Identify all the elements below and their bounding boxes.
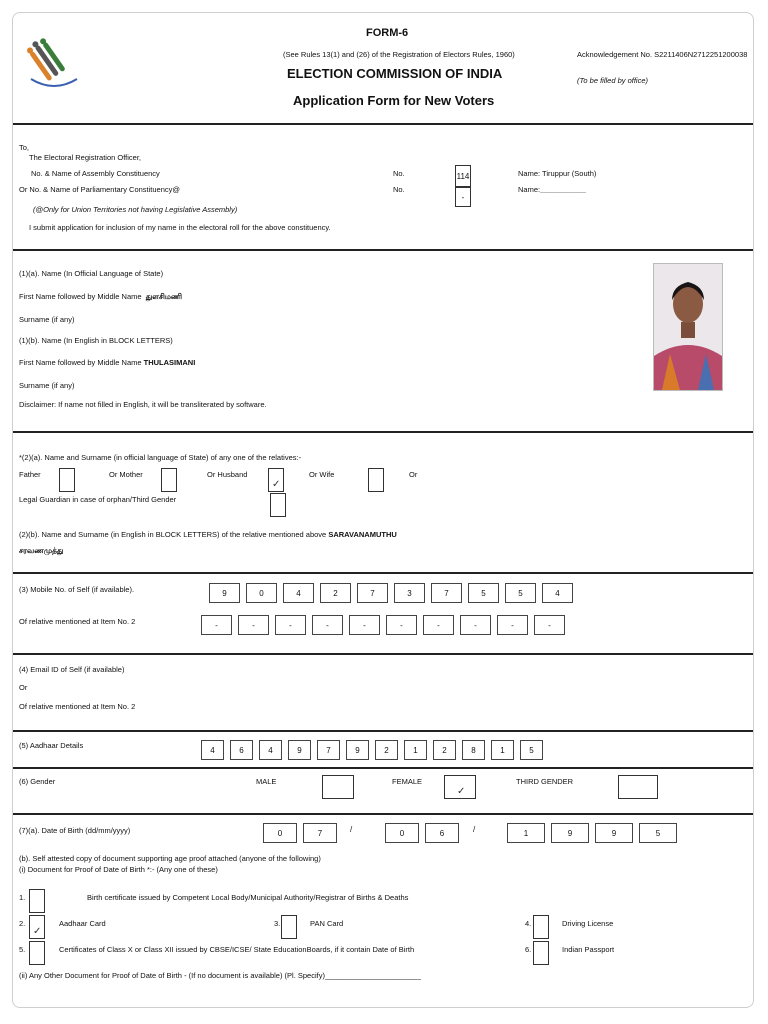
relative-title: *(2)(a). Name and Surname (in official language of State) of any one of the relatives:- — [19, 453, 302, 462]
pan-card-checkbox[interactable] — [281, 915, 297, 939]
mobile-self-digits[interactable] — [209, 583, 579, 603]
parliament-no-label: No. — [393, 185, 405, 194]
mother-label: Or Mother — [109, 470, 143, 479]
doc-number: 1. — [19, 893, 26, 902]
dob-year-digits[interactable] — [507, 823, 683, 843]
female-label: FEMALE — [392, 777, 423, 786]
wife-checkbox[interactable] — [368, 468, 384, 492]
mobile-digit: 4 — [542, 583, 573, 603]
class-certificate-checkbox[interactable] — [29, 941, 45, 965]
guardian-checkbox[interactable] — [270, 493, 286, 517]
passport-checkbox[interactable] — [533, 941, 549, 965]
mobile-relative-label: Of relative mentioned at Item No. 2 — [19, 617, 136, 626]
form-title: Application Form for New Voters — [293, 93, 495, 108]
aadhaar-digit: 9 — [346, 740, 369, 760]
driving-license-checkbox[interactable] — [533, 915, 549, 939]
assembly-label: No. & Name of Assembly Constituency — [31, 169, 160, 178]
aadhaar-digit: 6 — [230, 740, 253, 760]
male-label: MALE — [256, 777, 277, 786]
applicant-photo — [653, 263, 723, 391]
assembly-no-label: No. — [393, 169, 405, 178]
relative-english-label: (2)(b). Name and Surname (in English in BLOCK LETTERS) of the relative mentioned above SARAVANAMUTHU — [19, 530, 397, 539]
rules-reference: (See Rules 13(1) and (26) of the Registration of Electors Rules, 1960) — [283, 50, 515, 59]
driving-license-label: Driving License — [562, 919, 614, 928]
third-gender-checkbox[interactable] — [618, 775, 658, 799]
mobile-digit: - — [312, 615, 343, 635]
divider — [13, 813, 753, 815]
husband-label: Or Husband — [207, 470, 248, 479]
or-label: Or — [409, 470, 418, 479]
age-proof-label: (b). Self attested copy of document supporting age proof attached (anyone of the following) — [19, 854, 321, 863]
birth-certificate-checkbox[interactable] — [29, 889, 45, 913]
parliament-name-label: Name:___________ — [518, 185, 586, 194]
doc-number: 3. — [274, 919, 281, 928]
divider — [13, 431, 753, 433]
eci-logo-icon — [25, 31, 83, 95]
mobile-digit: 5 — [468, 583, 499, 603]
mobile-digit: 7 — [431, 583, 462, 603]
divider — [13, 572, 753, 574]
mobile-digit: - — [497, 615, 528, 635]
aadhaar-card-label: Aadhaar Card — [59, 919, 106, 928]
mobile-digit: - — [386, 615, 417, 635]
aadhaar-digit: 8 — [462, 740, 485, 760]
dob-digit: 0 — [385, 823, 419, 843]
divider — [13, 730, 753, 732]
mobile-digit: - — [349, 615, 380, 635]
father-label: Father — [19, 470, 41, 479]
class-certificate-label: Certificates of Class X or Class XII issued by CBSE/ICSE/ State EducationBoards, if it contain Date of Birth — [59, 945, 415, 954]
aadhaar-digit: 1 — [491, 740, 514, 760]
first-name-official-value: துளசிமணி — [145, 292, 183, 301]
commission-name: ELECTION COMMISSION OF INDIA — [287, 66, 503, 81]
third-gender-label: THIRD GENDER — [516, 777, 574, 786]
female-checkbox[interactable] — [444, 775, 476, 799]
first-name-official-label: First Name followed by Middle Name துளசிமணி — [19, 292, 183, 301]
dob-day-digits[interactable] — [263, 823, 343, 843]
parliament-no-field[interactable]: - — [455, 187, 471, 207]
aadhaar-digit: 5 — [520, 740, 543, 760]
parliament-label: Or No. & Name of Parliamentary Constituency@ — [19, 185, 181, 194]
to-label: To, — [19, 143, 30, 152]
email-self-label: (4) Email ID of Self (if available) — [19, 665, 125, 674]
wife-label: Or Wife — [309, 470, 335, 479]
gender-label: (6) Gender — [19, 777, 56, 786]
relative-official-value: சரவணமுத்து — [19, 546, 64, 555]
aadhaar-digit: 2 — [375, 740, 398, 760]
ut-note: (@Only for Union Territories not having Legislative Assembly) — [33, 205, 238, 214]
aadhaar-digit: 4 — [259, 740, 282, 760]
form-number: FORM-6 — [366, 27, 409, 39]
passport-label: Indian Passport — [562, 945, 615, 954]
mobile-digit: 0 — [246, 583, 277, 603]
mobile-digit: - — [460, 615, 491, 635]
dob-document-label: (i) Document for Proof of Date of Birth *:- (Any one of these) — [19, 865, 218, 874]
name-official-label: (1)(a). Name (In Official Language of State) — [19, 269, 164, 278]
dob-digit: 9 — [551, 823, 589, 843]
dob-digit: 5 — [639, 823, 677, 843]
aadhaar-digits[interactable] — [201, 740, 549, 760]
other-document-label: (ii) Any Other Document for Proof of Date of Birth - (If no document is available) (Pl. Specify)_______________________ — [19, 971, 421, 980]
assembly-no-field[interactable]: 114 — [455, 165, 471, 187]
dob-digit: 1 — [507, 823, 545, 843]
birth-certificate-label: Birth certificate issued by Competent Local Body/Municipal Authority/Registrar of Births & Deaths — [87, 893, 409, 902]
guardian-label: Legal Guardian in case of orphan/Third Gender — [19, 495, 177, 504]
mobile-digit: - — [423, 615, 454, 635]
dob-separator: / — [473, 825, 476, 834]
dob-digit: 6 — [425, 823, 459, 843]
mobile-digit: - — [275, 615, 306, 635]
first-name-english-label: First Name followed by Middle Name THULASIMANI — [19, 358, 196, 367]
mobile-digit: - — [534, 615, 565, 635]
name-english-label: (1)(b). Name (In English in BLOCK LETTERS) — [19, 336, 173, 345]
email-or-label: Or — [19, 683, 28, 692]
divider — [13, 123, 753, 125]
mobile-relative-digits[interactable] — [201, 615, 571, 635]
husband-checkbox[interactable] — [268, 468, 284, 492]
mobile-digit: - — [201, 615, 232, 635]
pan-card-label: PAN Card — [310, 919, 344, 928]
assembly-name-value: Tiruppur (South) — [542, 169, 597, 178]
aadhaar-label: (5) Aadhaar Details — [19, 741, 84, 750]
dob-digit: 0 — [263, 823, 297, 843]
mobile-digit: 3 — [394, 583, 425, 603]
mobile-digit: - — [238, 615, 269, 635]
aadhaar-digit: 1 — [404, 740, 427, 760]
aadhaar-card-checkbox[interactable] — [29, 915, 45, 939]
aadhaar-digit: 2 — [433, 740, 456, 760]
divider — [13, 653, 753, 655]
mother-checkbox[interactable] — [161, 468, 177, 492]
doc-number: 6. — [525, 945, 532, 954]
check-icon: ✓ — [272, 479, 281, 490]
form-page — [12, 12, 754, 1008]
applicant-portrait-icon — [654, 264, 722, 390]
aadhaar-digit: 9 — [288, 740, 311, 760]
doc-number: 2. — [19, 919, 26, 928]
surname-english-label: Surname (if any) — [19, 381, 75, 390]
dob-digit: 9 — [595, 823, 633, 843]
officer-label: The Electoral Registration Officer, — [29, 153, 141, 162]
mobile-digit: 7 — [357, 583, 388, 603]
relative-english-value: SARAVANAMUTHU — [328, 530, 397, 539]
mobile-digit: 5 — [505, 583, 536, 603]
mobile-digit: 4 — [283, 583, 314, 603]
check-icon: ✓ — [33, 926, 42, 937]
male-checkbox[interactable] — [322, 775, 354, 799]
acknowledgement-number: Acknowledgement No. S2211406N2712251200038 — [577, 50, 748, 59]
disclaimer: Disclaimer: If name not filled in English, it will be transliterated by software. — [19, 400, 267, 409]
dob-digit: 7 — [303, 823, 337, 843]
dob-month-digits[interactable] — [385, 823, 465, 843]
mobile-self-label: (3) Mobile No. of Self (if available). — [19, 585, 135, 594]
mobile-digit: 9 — [209, 583, 240, 603]
aadhaar-digit: 7 — [317, 740, 340, 760]
dob-separator: / — [350, 825, 353, 834]
divider — [13, 767, 753, 769]
aadhaar-digit: 4 — [201, 740, 224, 760]
first-name-english-value: THULASIMANI — [143, 358, 196, 367]
acknowledgement-note: (To be filled by office) — [577, 76, 649, 85]
doc-number: 5. — [19, 945, 26, 954]
mobile-digit: 2 — [320, 583, 351, 603]
email-relative-label: Of relative mentioned at Item No. 2 — [19, 702, 136, 711]
divider — [13, 249, 753, 251]
dob-label: (7)(a). Date of Birth (dd/mm/yyyy) — [19, 826, 131, 835]
surname-official-label: Surname (if any) — [19, 315, 75, 324]
check-icon: ✓ — [457, 786, 466, 797]
father-checkbox[interactable] — [59, 468, 75, 492]
submit-statement: I submit application for inclusion of my name in the electoral roll for the above constituency. — [29, 223, 331, 232]
assembly-name-label: Name: Tiruppur (South) — [518, 169, 597, 178]
doc-number: 4. — [525, 919, 532, 928]
